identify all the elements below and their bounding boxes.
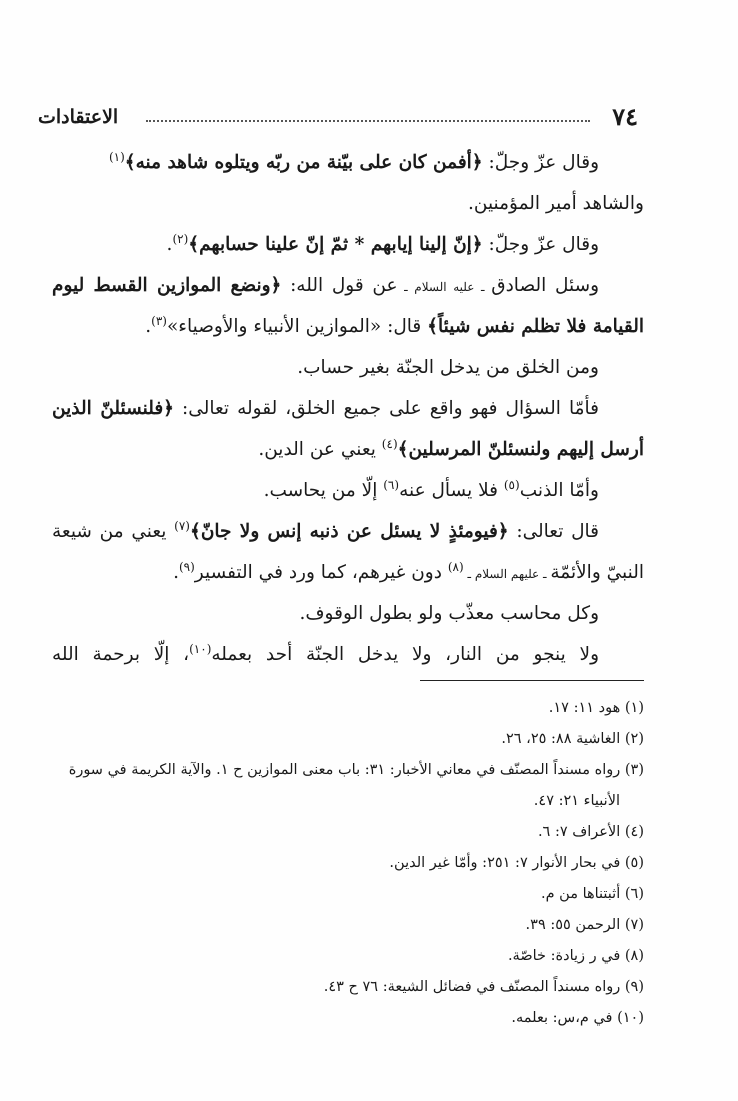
footnote-3: (٣) رواه مسنداً المصنّف في معاني الأخبار: ٣١: باب معنى الموازين ح ١. والآية الكريمة في سورة [68, 762, 644, 778]
text-line-3: وقال عزّ وجلّ: ﴿إنّ إلينا إيابهم * ثمّ إنّ علينا حسابهم﴾$^{(٢)}$. [166, 231, 599, 255]
footnote-1: (١) هود ١١: ١٧. [548, 700, 644, 716]
footnote-6: (٦) أثبتناها من م. [540, 886, 644, 902]
footnote-8: (٨) في ر زيادة: خاصّة. [507, 948, 644, 964]
quran-quote: ﴿إنّ إلينا إيابهم * ثمّ إنّ علينا حسابهم﴾ [188, 234, 483, 255]
text-line-7: فأمّا السؤال فهو واقع على جميع الخلق، لقوله تعالى: ﴿فلنسئلنّ الذين [52, 398, 600, 419]
text-line-13: ولا ينجو من النار، ولا يدخل الجنّة أحد بعمله$^{(١٠)}$، إلّا برحمة الله [52, 641, 600, 665]
page-header [38, 100, 638, 134]
footnote-ref: (٥) [503, 477, 520, 492]
text-line-9: وأمّا الذنب$^{(٥)}$ فلا يسأل عنه$^{(٦)}$ إلّا من يحاسب. [263, 477, 599, 501]
footnotes [50, 693, 644, 1034]
footnote-2: (٢) الغاشية ٨٨: ٢٥، ٢٦. [501, 731, 644, 747]
footnote-5: (٥) في بحار الأنوار ٧: ٢٥١: وأمّا غير الدين. [389, 855, 644, 871]
footnote-3-continued: الأنبياء ٢١: ٤٧. [533, 793, 620, 809]
text-line-2: والشاهد أمير المؤمنين. [468, 193, 644, 214]
footnote-ref: (١) [108, 149, 125, 164]
text-line-1: وقال عزّ وجلّ: ﴿أفمن كان على بيّنة من ربّه ويتلوه شاهد منه﴾$^{(١)}$ [108, 149, 599, 173]
page-number: ٧٤ [612, 102, 638, 131]
footnote-ref: (٦) [383, 477, 400, 492]
quran-quote: ﴿أفمن كان على بيّنة من ربّه ويتلوه شاهد منه﴾ [124, 152, 483, 173]
text-line-11: النبيّ والأئمّة ـ عليهم السلام ـ $^{(٨)}$ دون غيرهم، كما ورد في التفسير$^{(٩)}$. [173, 559, 644, 583]
quran-quote: ﴿ونضع الموازين القسط ليوم [52, 275, 282, 296]
quran-quote: القيامة فلا تظلم نفس شيئاً﴾ [427, 316, 644, 337]
footnote-ref: (٨) [447, 559, 464, 574]
honorific: ـ عليه السلام ـ [397, 280, 492, 294]
footnote-ref: (٣) [151, 313, 167, 328]
footnote-ref: (٤) [381, 436, 398, 451]
text-line-5: القيامة فلا تظلم نفس شيئاً﴾ قال: «الموازين الأنبياء والأوصياء»$^{(٣)}$. [145, 313, 644, 337]
main-text [52, 142, 644, 675]
quran-quote: ﴿فيومئذٍ لا يسئل عن ذنبه إنس ولا جانّ﴾ [189, 521, 509, 542]
text-line-8: أرسل إليهم ولنسئلنّ المرسلين﴾$^{(٤)}$ يعني عن الدين. [258, 436, 644, 460]
text-line-10: قال تعالى: ﴿فيومئذٍ لا يسئل عن ذنبه إنس ولا جانّ﴾$^{(٧)}$ يعني من شيعة [52, 518, 600, 542]
footnote-ref: (٢) [172, 231, 189, 246]
footnote-4: (٤) الأعراف ٧: ٦. [537, 824, 644, 840]
quran-quote: ﴿فلنسئلنّ الذين [52, 398, 175, 419]
footnote-separator [420, 680, 644, 681]
footnote-9: (٩) رواه مسنداً المصنّف في فضائل الشيعة: ٧٦ ح ٤٣. [323, 979, 644, 995]
footnote-ref: (١٠) [189, 641, 212, 656]
quran-quote: أرسل إليهم ولنسئلنّ المرسلين﴾ [397, 439, 644, 460]
text-line-6: ومن الخلق من يدخل الجنّة بغير حساب. [297, 357, 599, 378]
honorific: ـ عليهم السلام ـ [463, 567, 551, 581]
text-line-4: وسئل الصادق ـ عليه السلام ـ عن قول الله: ﴿ونضع الموازين القسط ليوم [52, 275, 599, 296]
text-line-12: وكل محاسب معذّب ولو بطول الوقوف. [299, 603, 599, 624]
footnote-ref: (٩) [178, 559, 195, 574]
footnote-7: (٧) الرحمن ٥٥: ٣٩. [525, 917, 644, 933]
running-title: الاعتقادات [38, 106, 119, 128]
footnote-10: (١٠) في م،س: بعلمه. [511, 1010, 644, 1026]
header-dotted-leader [146, 120, 590, 122]
footnote-ref: (٧) [174, 518, 190, 533]
